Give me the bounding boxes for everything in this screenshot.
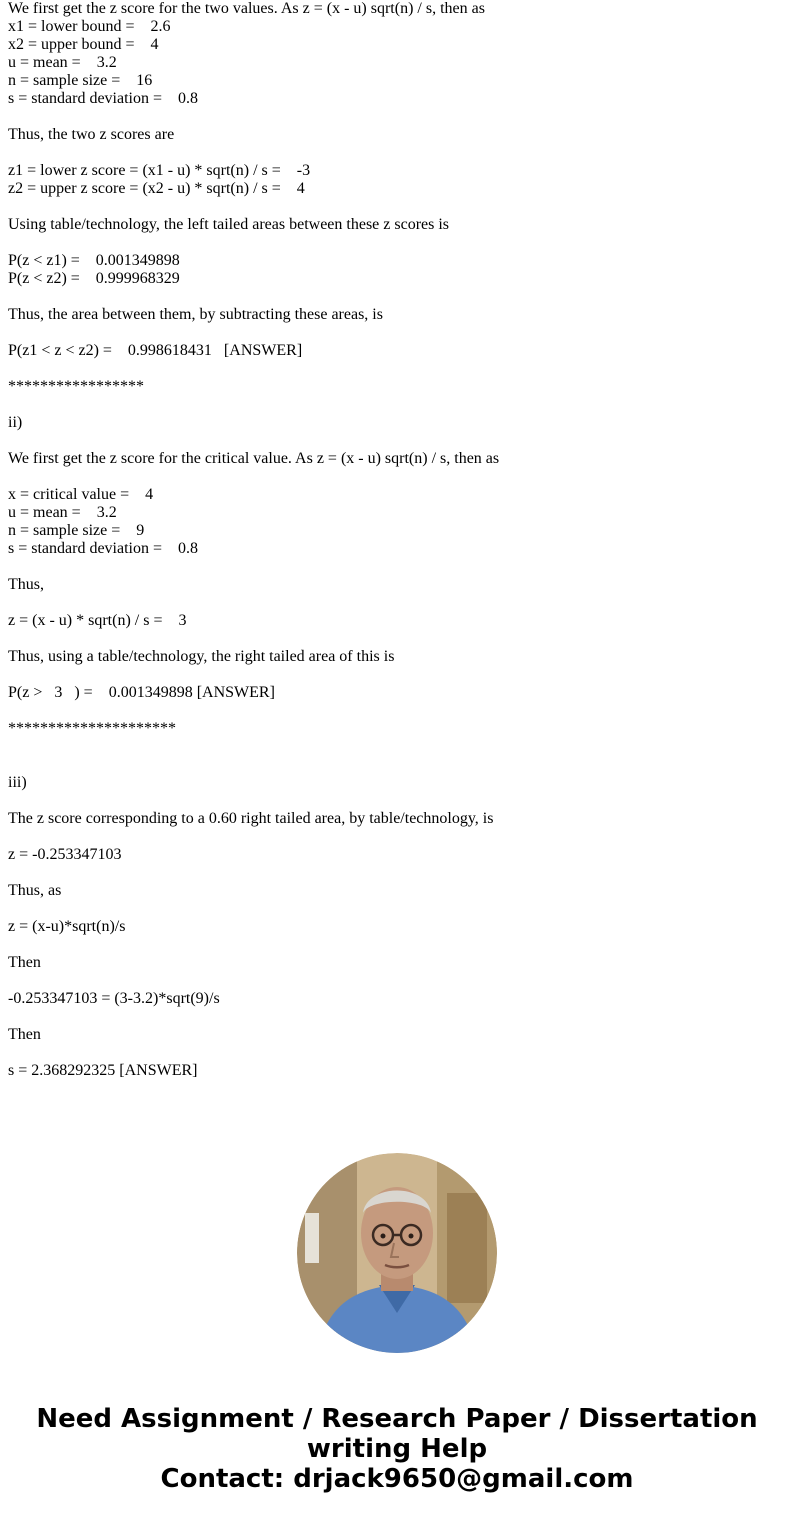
- blank-line: [8, 594, 786, 612]
- text-line: n = sample size = 16: [8, 72, 153, 89]
- section-heading: ii): [8, 414, 23, 431]
- answer-line: P(z > 3 ) = 0.001349898 [ANSWER]: [8, 684, 275, 701]
- blank-line: [8, 144, 786, 162]
- blank-line: [8, 1008, 786, 1026]
- promo-line-2: writing Help: [306, 1434, 488, 1464]
- answer-line: s = 2.368292325 [ANSWER]: [8, 1062, 198, 1079]
- text-line: Then: [8, 1026, 41, 1043]
- promo-contact: Contact: drjack9650@gmail.com: [160, 1464, 634, 1494]
- blank-line: [8, 324, 786, 342]
- blank-line: [8, 396, 786, 414]
- text-line: s = standard deviation = 0.8: [8, 90, 199, 107]
- promo-line-1: Need Assignment / Research Paper / Dissertation: [36, 1404, 758, 1434]
- text-line: u = mean = 3.2: [8, 504, 117, 521]
- blank-line: [8, 702, 786, 720]
- text-line: z1 = lower z score = (x1 - u) * sqrt(n) / s = -3: [8, 162, 311, 179]
- separator-line: *********************: [8, 720, 176, 737]
- text-line: Using table/technology, the left tailed areas between these z scores is: [8, 216, 450, 233]
- blank-line: [8, 792, 786, 810]
- blank-line: [8, 432, 786, 450]
- blank-line: [8, 1044, 786, 1062]
- text-line: z = (x - u) * sqrt(n) / s = 3: [8, 612, 187, 629]
- blank-line: [8, 198, 786, 216]
- text-line: x2 = upper bound = 4: [8, 36, 159, 53]
- blank-line: [8, 108, 786, 126]
- text-line: n = sample size = 9: [8, 522, 145, 539]
- text-line: Thus, using a table/technology, the right tailed area of this is: [8, 648, 395, 665]
- blank-line: [8, 864, 786, 882]
- text-line: z = (x-u)*sqrt(n)/s: [8, 918, 126, 935]
- text-line: Thus,: [8, 576, 44, 593]
- text-line: u = mean = 3.2: [8, 54, 117, 71]
- blank-line: [8, 900, 786, 918]
- separator-line: *****************: [8, 378, 144, 395]
- blank-line: [8, 288, 786, 306]
- blank-line: [8, 828, 786, 846]
- blank-line: [8, 738, 786, 756]
- text-line: -0.253347103 = (3-3.2)*sqrt(9)/s: [8, 990, 220, 1007]
- blank-line: [8, 360, 786, 378]
- blank-line: [8, 756, 786, 774]
- avatar-portrait-icon: [297, 1153, 497, 1353]
- text-line: Then: [8, 954, 41, 971]
- blank-line: [8, 666, 786, 684]
- text-line: x = critical value = 4: [8, 486, 154, 503]
- blank-line: [8, 234, 786, 252]
- text-line: We first get the z score for the two values. As z = (x - u) sqrt(n) / s, then as: [8, 0, 485, 17]
- text-line: Thus, the area between them, by subtracting these areas, is: [8, 306, 383, 323]
- solution-text: [8, 0, 786, 1080]
- text-line: P(z < z1) = 0.001349898: [8, 252, 180, 269]
- text-line: The z score corresponding to a 0.60 right tailed area, by table/technology, is: [8, 810, 494, 827]
- blank-line: [8, 558, 786, 576]
- blank-line: [8, 936, 786, 954]
- text-line: Thus, the two z scores are: [8, 126, 175, 143]
- text-line: x1 = lower bound = 2.6: [8, 18, 171, 35]
- avatar: [297, 1153, 497, 1353]
- blank-line: [8, 630, 786, 648]
- text-line: Thus, as: [8, 882, 62, 899]
- promo-banner: [0, 1404, 794, 1494]
- text-line: z2 = upper z score = (x2 - u) * sqrt(n) / s = 4: [8, 180, 305, 197]
- section-heading: iii): [8, 774, 27, 791]
- text-line: s = standard deviation = 0.8: [8, 540, 199, 557]
- text-line: z = -0.253347103: [8, 846, 122, 863]
- answer-line: P(z1 < z < z2) = 0.998618431 [ANSWER]: [8, 342, 303, 359]
- blank-line: [8, 972, 786, 990]
- text-line: P(z < z2) = 0.999968329: [8, 270, 180, 287]
- blank-line: [8, 468, 786, 486]
- text-line: We first get the z score for the critical value. As z = (x - u) sqrt(n) / s, then as: [8, 450, 500, 467]
